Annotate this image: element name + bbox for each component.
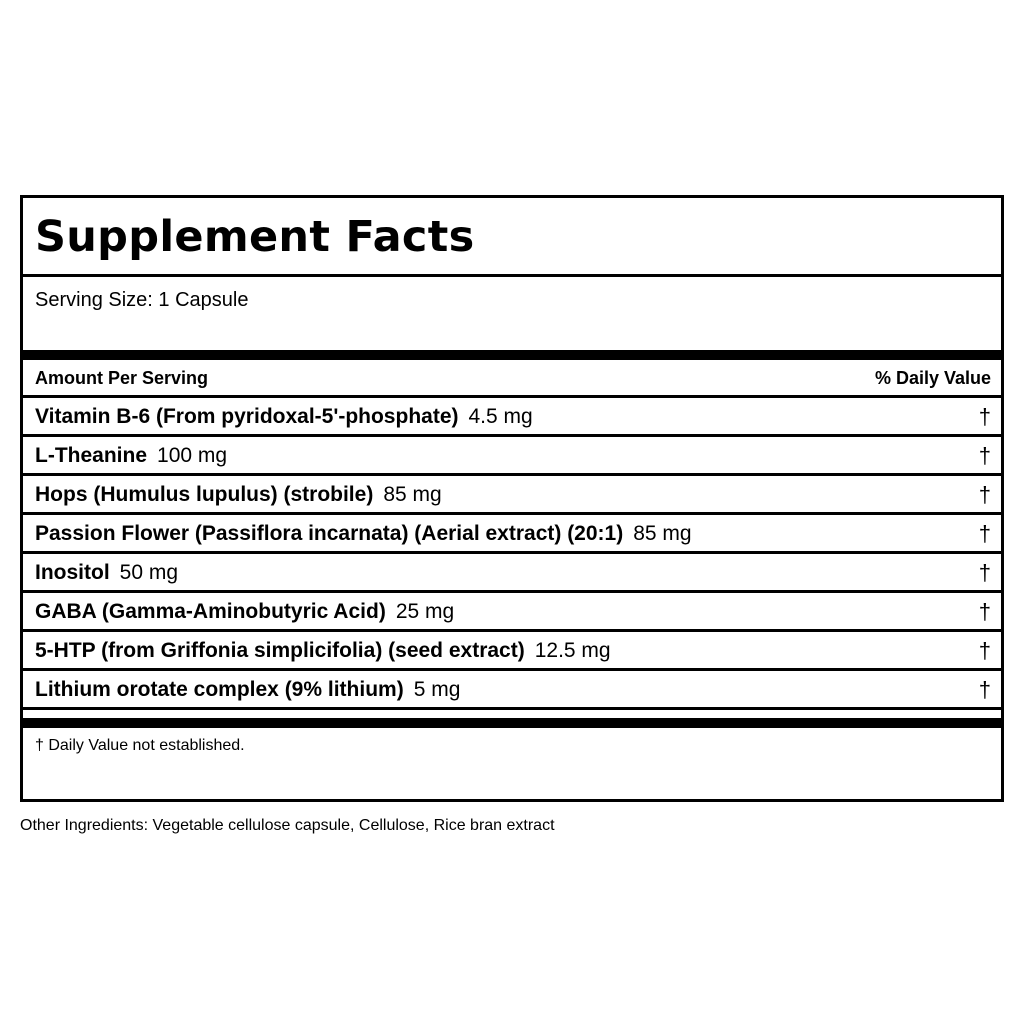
ingredient-amount: 85 mg	[383, 483, 442, 506]
ingredient-name: Vitamin B-6 (From pyridoxal-5'-phosphate)	[35, 405, 459, 428]
ingredient-amount: 25 mg	[395, 600, 455, 623]
daily-value-label: % Daily Value	[874, 368, 991, 388]
daily-value-dagger: †	[978, 560, 991, 585]
ingredient-amount: 5 mg	[413, 678, 461, 701]
ingredient-row	[23, 512, 1001, 551]
ingredient-row	[23, 551, 1001, 590]
amount-header-row	[23, 360, 1001, 395]
ingredient-amount: 50 mg	[119, 561, 179, 584]
daily-value-footnote: † Daily Value not established.	[35, 737, 245, 754]
title-bar	[23, 198, 1001, 277]
ingredient-row	[23, 434, 1001, 473]
thick-divider-top	[23, 350, 1001, 360]
ingredient-row	[23, 629, 1001, 668]
amount-per-serving-label: Amount Per Serving	[35, 368, 209, 388]
ingredient-amount: 85 mg	[633, 522, 692, 545]
ingredient-amount: 12.5 mg	[534, 639, 611, 662]
ingredient-name: 5-HTP (from Griffonia simplicifolia) (seed extract)	[35, 639, 525, 662]
daily-value-dagger: †	[978, 599, 991, 624]
ingredient-name: Inositol	[35, 561, 110, 584]
ingredient-amount: 100 mg	[157, 444, 228, 467]
daily-value-dagger: †	[978, 521, 991, 546]
ingredient-list	[23, 395, 1001, 707]
ingredient-row	[23, 668, 1001, 707]
ingredient-row	[23, 395, 1001, 434]
ingredient-name: Hops (Humulus lupulus) (strobile)	[35, 483, 374, 506]
ingredient-name: L-Theanine	[35, 444, 148, 467]
supplement-facts-panel	[20, 195, 1004, 802]
thick-divider-bottom	[23, 718, 1001, 728]
ingredient-name: Lithium orotate complex (9% lithium)	[35, 678, 404, 701]
panel-title: Supplement Facts	[35, 212, 475, 262]
daily-value-dagger: †	[978, 443, 991, 468]
thin-divider-bottom	[23, 707, 1001, 710]
ingredient-name: GABA (Gamma-Aminobutyric Acid)	[35, 600, 386, 623]
serving-size: Serving Size: 1 Capsule	[35, 289, 249, 311]
daily-value-dagger: †	[978, 482, 991, 507]
ingredient-amount: 4.5 mg	[468, 405, 533, 428]
daily-value-dagger: †	[978, 404, 991, 429]
ingredient-name: Passion Flower (Passiflora incarnata) (Aerial extract) (20:1)	[35, 522, 624, 545]
ingredient-row	[23, 590, 1001, 629]
daily-value-dagger: †	[978, 677, 991, 702]
daily-value-dagger: †	[978, 638, 991, 663]
ingredient-row	[23, 473, 1001, 512]
other-ingredients: Other Ingredients: Vegetable cellulose capsule, Cellulose, Rice bran extract	[20, 817, 555, 834]
